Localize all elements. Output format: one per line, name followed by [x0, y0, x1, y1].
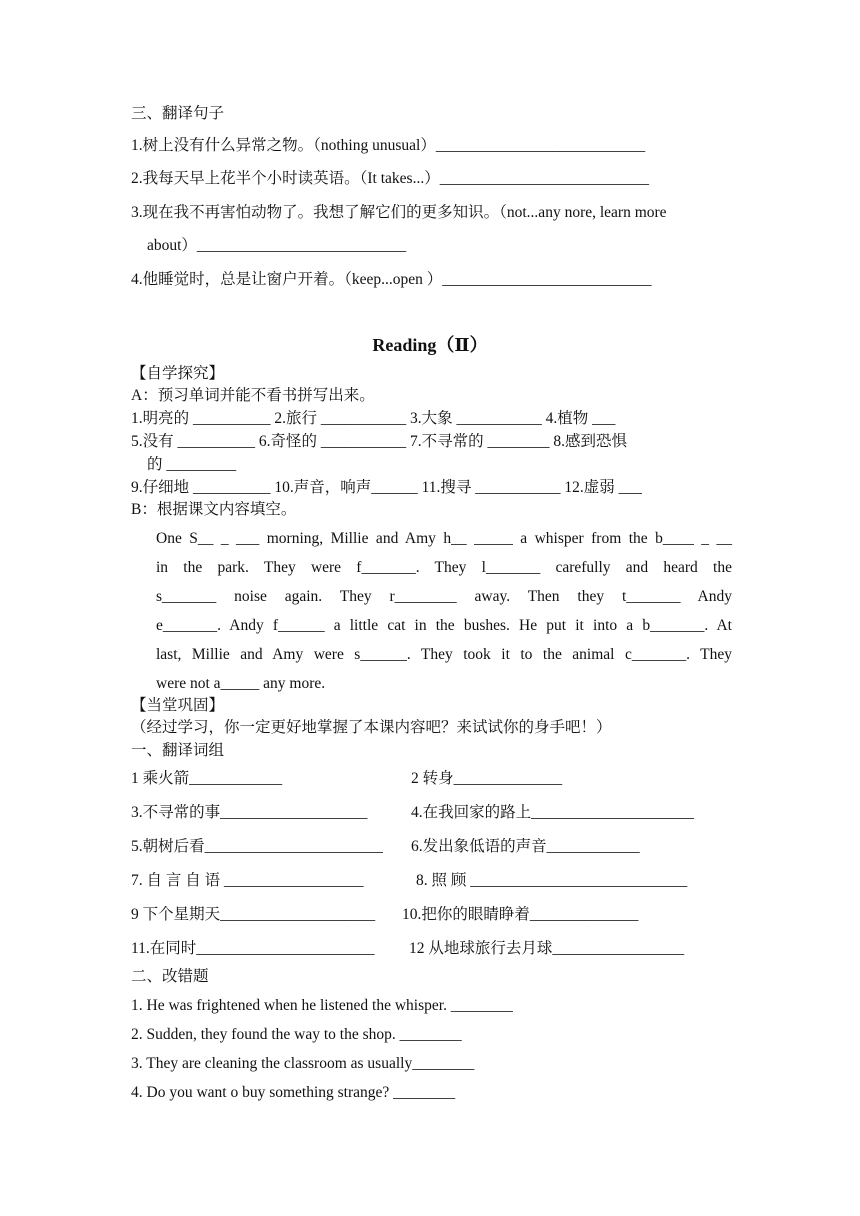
passage-line-1: One S__ _ ___ morning, Millie and Amy h__ _____ a whisper from the b____ _ __ — [156, 530, 732, 547]
practice-note: （经过学习，你一定更好地掌握了本课内容吧？来试试你的身手吧！） — [131, 719, 612, 736]
phrase-item: 10.把你的眼睛睁着______________ — [402, 906, 639, 923]
translate-line-3-cont: about）___________________________ — [147, 237, 407, 254]
translate-line-2: 2.我每天早上花半个小时读英语。（It takes...）___________________________ — [131, 170, 649, 187]
part-b-instruction: B：根据课文内容填空。 — [131, 501, 297, 518]
correction-item: 4. Do you want o buy something strange? ________ — [131, 1084, 456, 1101]
phrase-section-heading: 一、翻译词组 — [131, 742, 225, 759]
passage-line-6: were not a_____ any more. — [156, 675, 326, 692]
translate-line-4: 4.他睡觉时，总是让窗户开着。（keep...open ）___________________________ — [131, 271, 652, 288]
phrase-item: 7. 自 言 自 语 __________________ — [131, 872, 364, 889]
phrase-item: 8. 照 顾 ____________________________ — [416, 872, 688, 889]
vocab-row-1: 1.明亮的 __________ 2.旅行 ___________ 3.大象 ___________ 4.植物 ___ — [131, 410, 616, 427]
passage-line-3: s_______ noise again. They r________ away. Then they t_______ Andy — [156, 588, 732, 605]
translate-line-1: 1.树上没有什么异常之物。（nothing unusual）___________________________ — [131, 137, 646, 154]
phrase-item: 6.发出象低语的声音____________ — [411, 838, 640, 855]
phrase-item: 4.在我回家的路上_____________________ — [411, 804, 694, 821]
phrase-item: 3.不寻常的事___________________ — [131, 804, 368, 821]
phrase-item: 2 转身______________ — [411, 770, 563, 787]
translate-line-3: 3.现在我不再害怕动物了。我想了解它们的更多知识。（not...any nore, learn more — [131, 204, 667, 221]
correction-item: 1. He was frightened when he listened the whisper. ________ — [131, 997, 513, 1014]
correction-section-heading: 二、改错题 — [131, 968, 209, 985]
phrase-item: 5.朝树后看_______________________ — [131, 838, 383, 855]
correction-item: 3. They are cleaning the classroom as usually________ — [131, 1055, 475, 1072]
practice-heading: 【当堂巩固】 — [131, 697, 225, 714]
phrase-item: 12 从地球旅行去月球_________________ — [409, 940, 685, 957]
passage-line-5: last, Millie and Amy were s______. They took it to the animal c_______. They — [156, 646, 732, 663]
page-title: Reading（Ⅱ） — [372, 335, 488, 355]
vocab-row-2-cont: 的 _________ — [147, 456, 237, 473]
phrase-item: 9 下个星期天____________________ — [131, 906, 376, 923]
vocab-row-3: 9.仔细地 __________ 10.声音，响声______ 11.搜寻 ___________ 12.虚弱 ___ — [131, 479, 642, 496]
vocab-row-2: 5.没有 __________ 6.奇怪的 ___________ 7.不寻常的 ________ 8.感到恐惧 — [131, 433, 628, 450]
part-a-instruction: A：预习单词并能不看书拼写出来。 — [131, 387, 375, 404]
passage-line-2: in the park. They were f_______. They l_______ carefully and heard the — [156, 559, 732, 576]
self-study-heading: 【自学探究】 — [131, 365, 225, 382]
correction-item: 2. Sudden, they found the way to the shop. ________ — [131, 1026, 462, 1043]
phrase-item: 11.在同时_______________________ — [131, 940, 375, 957]
phrase-item: 1 乘火箭____________ — [131, 770, 283, 787]
section-heading-translate: 三、翻译句子 — [131, 105, 225, 122]
passage-line-4: e_______. Andy f______ a little cat in the bushes. He put it into a b_______. At — [156, 617, 732, 634]
